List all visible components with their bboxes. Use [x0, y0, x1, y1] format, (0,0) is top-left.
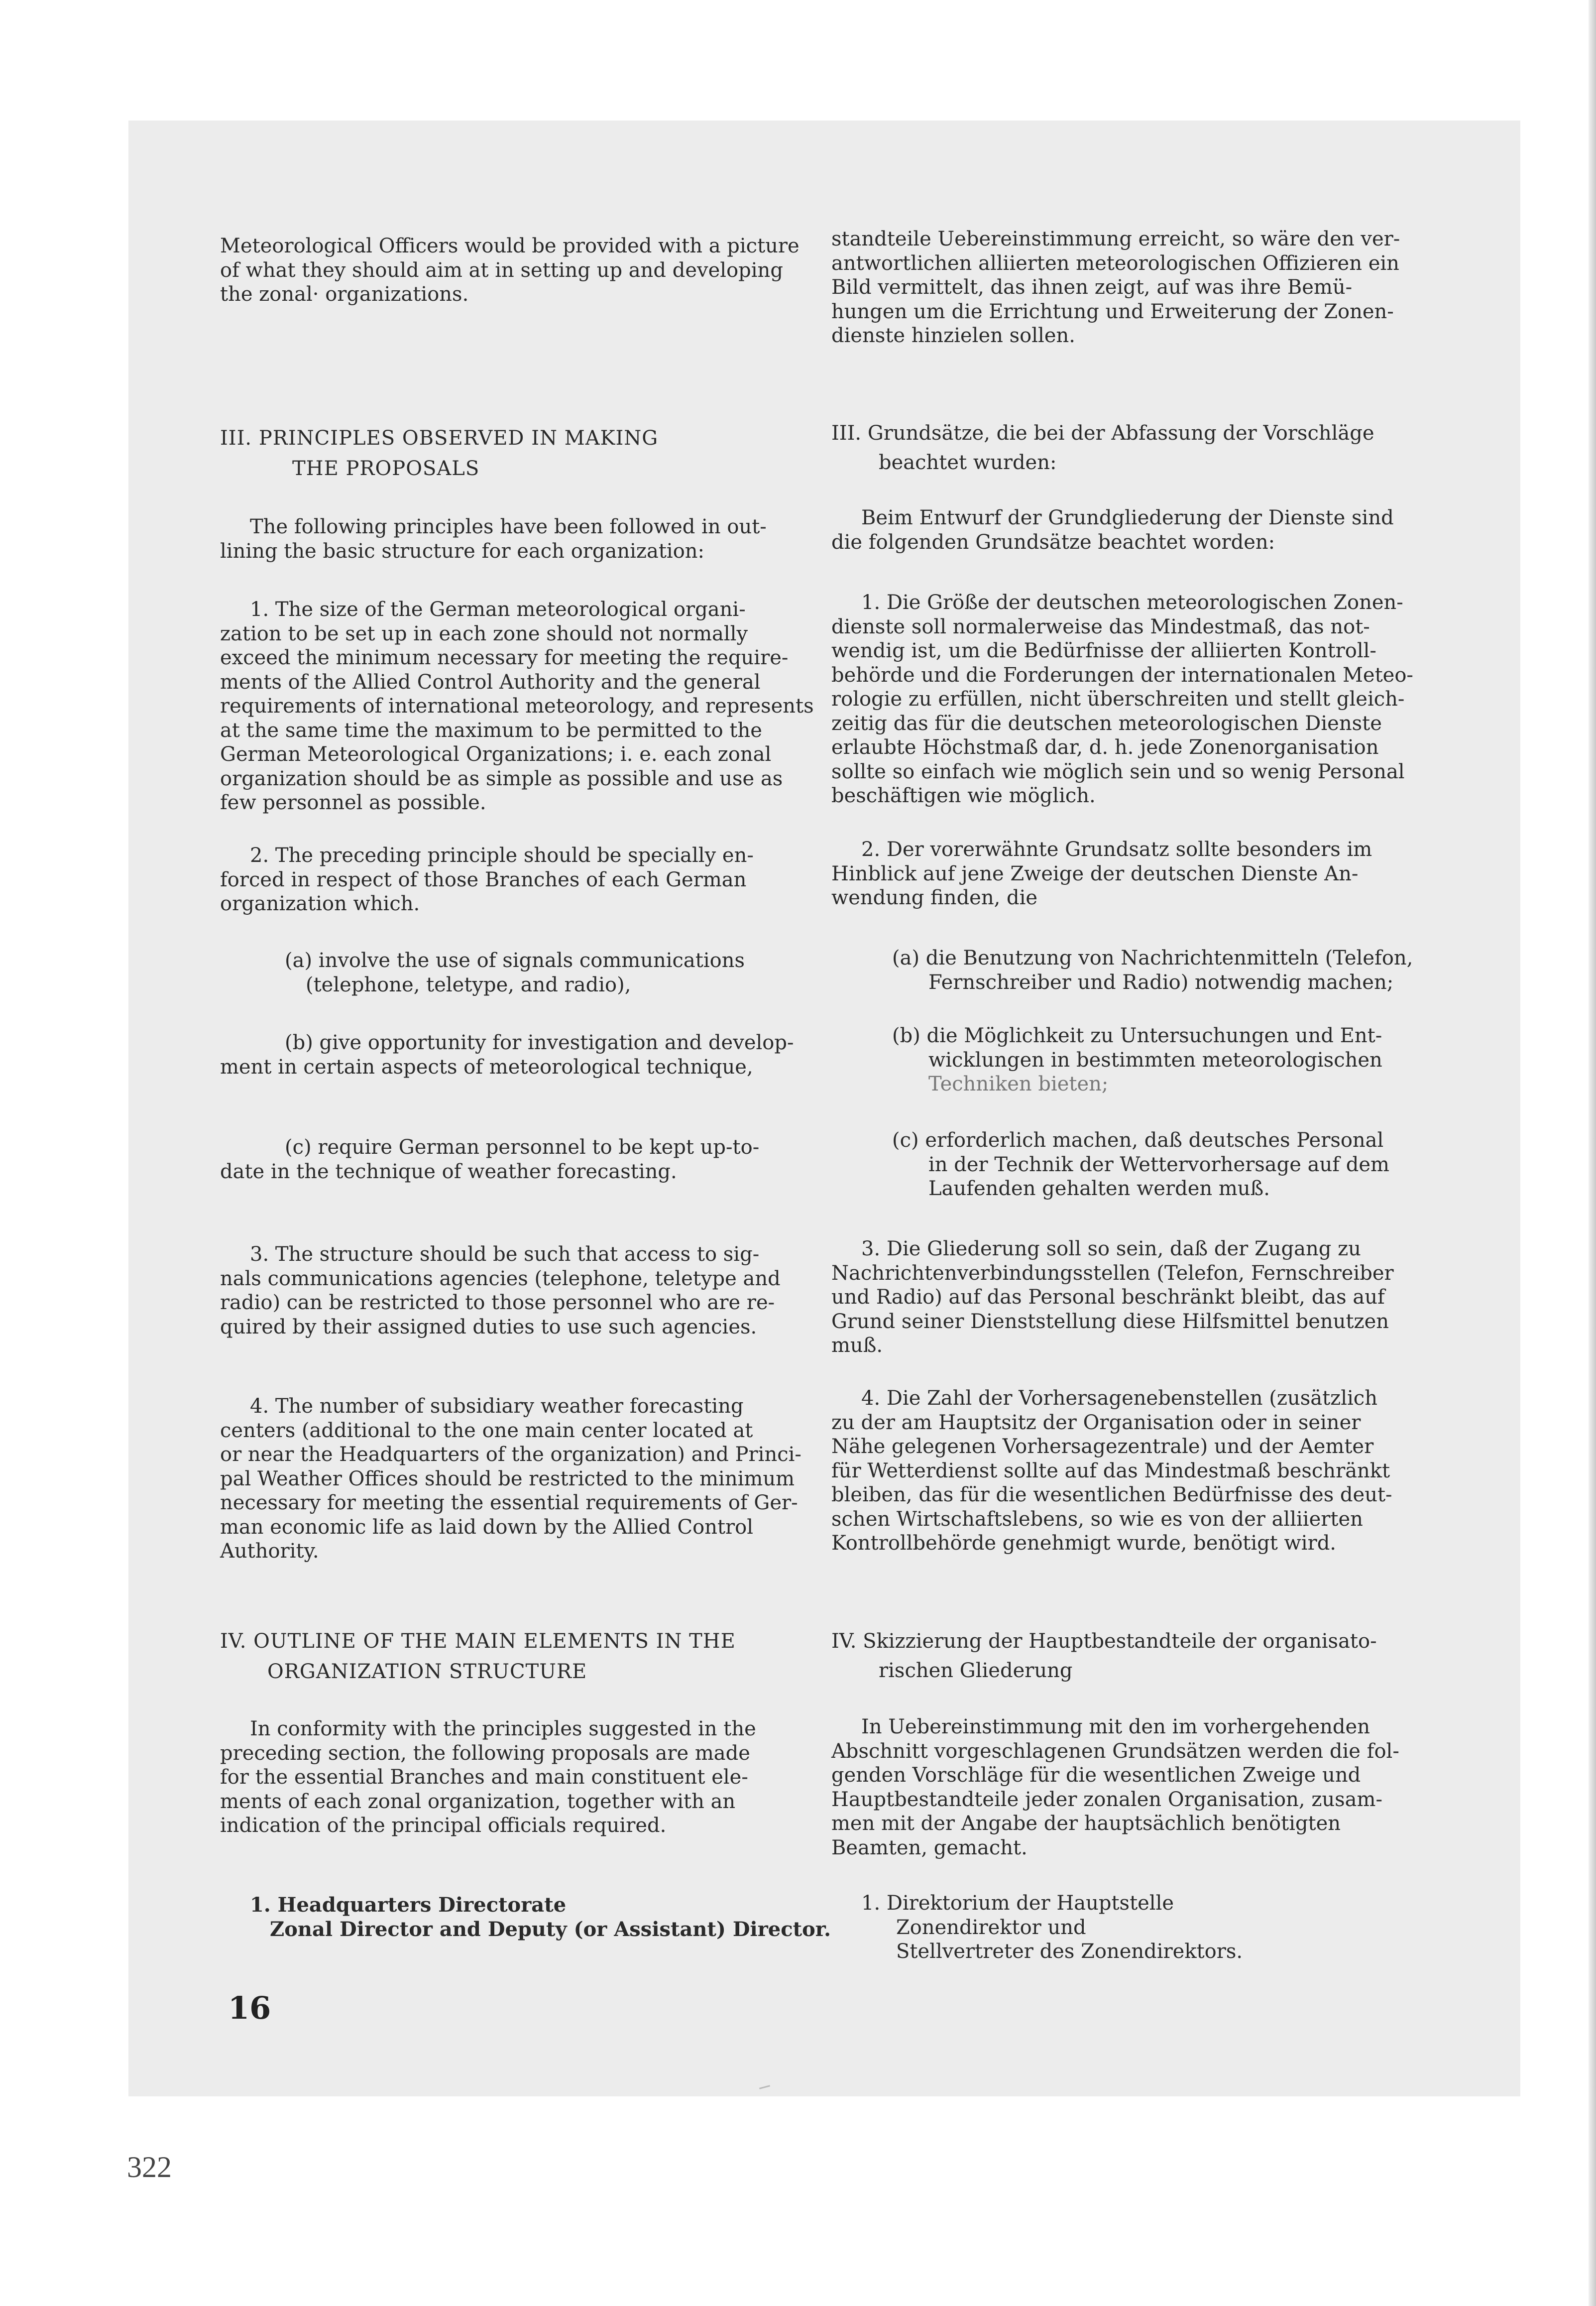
right-section-iii-intro: Beim Entwurf der Grundgliederung der Dienste sind die folgenden Grundsätze beachtet worden: — [831, 506, 1394, 554]
right-principle-1: 1. Die Größe der deutschen meteorologischen Zonen- dienste soll normalerweise das Mindestmaß, das not- wendig ist, um die Bedürfnisse der alliierten Kontroll- behörde und die Forderungen der internationalen Meteo- rologie zu erfüllen, nicht überschreiten und stellt gleich- zeitig das für die deutschen meteorologischen Dienste erlaubte Höchstmaß dar, d. h. jede Zonenorganisation sollte so einfach wie möglich sein und so wenig Personal beschäftigen wie möglich. — [831, 591, 1413, 807]
book-page-number: 322 — [127, 2151, 172, 2184]
right-principle-3: 3. Die Gliederung soll so sein, daß der Zugang zu Nachrichtenverbindungsstellen (Telefon, Fernschreiber und Radio) auf das Personal beschränkt bleibt, das auf Grund seiner Dienststellung diese Hilfsmittel benutzen muß. — [831, 1237, 1394, 1357]
left-principle-2: 2. The preceding principle should be specially en- forced in respect of those Branches of each German organization which. — [220, 844, 754, 915]
left-principle-2a: (a) involve the use of signals communications (telephone, teletype, and radio), — [285, 949, 745, 996]
left-section-iii-heading: III. PRINCIPLES OBSERVED IN MAKING THE PROPOSALS — [220, 427, 659, 480]
right-principle-2c: (c) erforderlich machen, daß deutsches Personal in der Technik der Wettervorhersage auf dem Laufenden gehalten werden muß. — [892, 1129, 1389, 1200]
right-section-iv-heading: IV. Skizzierung der Hauptbestandteile der organisato- rischen Gliederung — [831, 1630, 1377, 1682]
left-principle-3: 3. The structure should be such that access to sig- nals communications agencies (telephone, teletype and radio) can be restricted to those personnel who are re- quired by their assigned duties to use such agencies. — [220, 1243, 781, 1338]
left-section-iv-heading: IV. OUTLINE OF THE MAIN ELEMENTS IN THE ORGANIZATION STRUCTURE — [220, 1630, 736, 1683]
page-edge-shadow — [1589, 0, 1596, 2306]
left-intro: Meteorological Officers would be provided with a picture of what they should aim at in setting up and developing the zonal· organizations. — [220, 235, 799, 306]
left-section-iii-intro: The following principles have been followed in out- lining the basic structure for each organization: — [220, 515, 767, 563]
left-principle-2c: (c) require German personnel to be kept up-to- date in the technique of weather forecasting. — [220, 1136, 760, 1183]
left-principle-1: 1. The size of the German meteorological organi- zation to be set up in each zone should not normally exceed the minimum necessary for meeting the require- ments of the Allied Control Authority and the general requirements of international meteorology, and represents at the same time the maximum to be permitted to the German Meteorological Organizations; i. e. each zonal organization should be as simple as possible and use as few personnel as possible. — [220, 598, 814, 814]
right-section-iii-heading: III. Grundsätze, die bei der Abfassung der Vorschläge beachtet wurden: — [831, 422, 1374, 474]
document-page-number: 16 — [228, 1990, 271, 2026]
right-principle-2a: (a) die Benutzung von Nachrichtenmitteln (Telefon, Fernschreiber und Radio) notwendig machen; — [892, 947, 1413, 994]
right-headquarters-directorate: 1. Direktorium der Hauptstelle Zonendirektor und Stellvertreter des Zonendirektors. — [861, 1892, 1243, 1963]
left-section-iv-intro: In conformity with the principles suggested in the preceding section, the following proposals are made for the essential Branches and main constituent ele- ments of each zonal organization, together with an indication of the principal officials required. — [220, 1717, 756, 1837]
right-intro: standteile Uebereinstimmung erreicht, so wäre den ver- antwortlichen alliierten meteorologischen Offizieren ein Bild vermittelt, das ihnen zeigt, auf was ihre Bemü- hungen um die Errichtung und Erweiterung der Zonen- dienste hinzielen sollen. — [831, 228, 1400, 347]
left-principle-2b: (b) give opportunity for investigation and develop- ment in certain aspects of meteorological technique, — [220, 1031, 794, 1079]
right-principle-2b: (b) die Möglichkeit zu Untersuchungen und Ent- wicklungen in bestimmten meteorologischen Techniken bieten; — [892, 1024, 1382, 1095]
left-principle-4: 4. The number of subsidiary weather forecasting centers (additional to the one main center located at or near the Headquarters of the organization) and Princi- pal Weather Offices should be restricted to the minimum necessary for meeting the essential requirements of Ger- man economic life as laid down by the Allied Control Authority. — [220, 1395, 801, 1563]
right-section-iv-intro: In Uebereinstimmung mit den im vorhergehenden Abschnitt vorgeschlagenen Grundsätzen werden die fol- genden Vorschläge für die wesentlichen Zweige und Hauptbestandteile jeder zonalen Organisation, zusam- men mit der Angabe der hauptsächlich benötigten Beamten, gemacht. — [831, 1715, 1399, 1859]
left-headquarters-directorate: 1. Headquarters Directorate Zonal Director and Deputy (or Assistant) Director. — [250, 1893, 831, 1941]
right-principle-2: 2. Der vorerwähnte Grundsatz sollte besonders im Hinblick auf jene Zweige der deutschen Dienste An- wendung finden, die — [831, 838, 1372, 909]
right-principle-4: 4. Die Zahl der Vorhersagenebenstellen (zusätzlich zu der am Hauptsitz der Organisation oder in seiner Nähe gelegenen Vorhersagezentrale) und der Aemter für Wetterdienst sollte auf das Mindestmaß beschränkt bleiben, das für die wesentlichen Bedürfnisse des deut- schen Wirtschaftslebens, so wie es von der alliierten Kontrollbehörde genehmigt wurde, benötigt wird. — [831, 1387, 1392, 1555]
